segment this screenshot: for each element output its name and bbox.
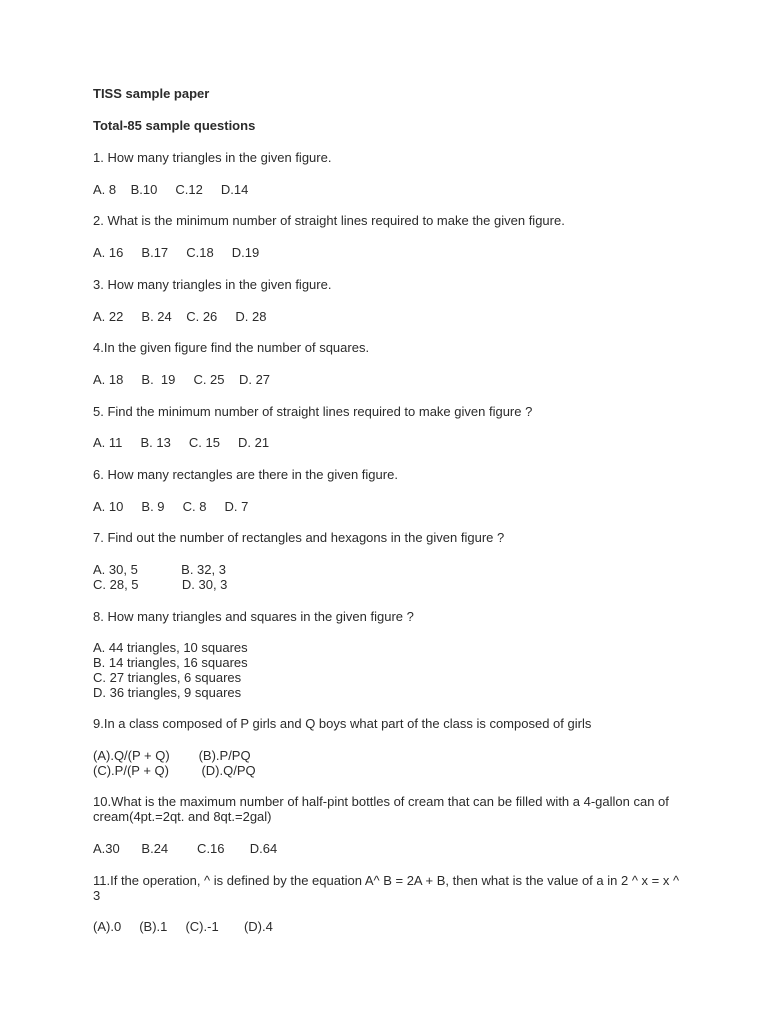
question-7: 7. Find out the number of rectangles and hexagons in the given figure ?: [93, 530, 505, 545]
options-9-row-1: (A).Q/(P + Q) (B).P/PQ: [93, 748, 251, 763]
question-1: 1. How many triangles in the given figure.: [93, 150, 332, 165]
options-8-row-2: B. 14 triangles, 16 squares: [93, 655, 248, 670]
options-9-row-2: (C).P/(P + Q) (D).Q/PQ: [93, 763, 256, 778]
options-7-row-2: C. 28, 5 D. 30, 3: [93, 577, 228, 592]
options-7-row-1: A. 30, 5 B. 32, 3: [93, 562, 226, 577]
question-8: 8. How many triangles and squares in the given figure ?: [93, 609, 414, 624]
options-10: A.30 B.24 C.16 D.64: [93, 841, 278, 856]
question-10: 10.What is the maximum number of half-pint bottles of cream that can be filled with a 4-gallon can of cream(4pt.=2qt. and 8qt.=2gal): [93, 794, 669, 824]
options-1: A. 8 B.10 C.12 D.14: [93, 182, 249, 197]
document-title: TISS sample paper: [93, 86, 210, 101]
options-8-row-4: D. 36 triangles, 9 squares: [93, 685, 242, 700]
options-11: (A).0 (B).1 (C).-1 (D).4: [93, 919, 273, 934]
question-3: 3. How many triangles in the given figure.: [93, 277, 332, 292]
question-5: 5. Find the minimum number of straight lines required to make given figure ?: [93, 404, 533, 419]
question-2: 2. What is the minimum number of straight lines required to make the given figure.: [93, 213, 565, 228]
options-2: A. 16 B.17 C.18 D.19: [93, 245, 260, 260]
question-4: 4.In the given figure find the number of squares.: [93, 340, 370, 355]
options-4: A. 18 B. 19 C. 25 D. 27: [93, 372, 271, 387]
options-8-row-1: A. 44 triangles, 10 squares: [93, 640, 248, 655]
question-9: 9.In a class composed of P girls and Q boys what part of the class is composed of girls: [93, 716, 592, 731]
question-6: 6. How many rectangles are there in the given figure.: [93, 467, 398, 482]
document-subtitle: Total-85 sample questions: [93, 118, 256, 133]
options-8-row-3: C. 27 triangles, 6 squares: [93, 670, 242, 685]
question-11: 11.If the operation, ^ is defined by the equation A^ B = 2A + B, then what is the value of a in 2 ^ x = x ^ 3: [93, 873, 680, 903]
options-5: A. 11 B. 13 C. 15 D. 21: [93, 435, 270, 450]
options-6: A. 10 B. 9 C. 8 D. 7: [93, 499, 249, 514]
options-3: A. 22 B. 24 C. 26 D. 28: [93, 309, 267, 324]
